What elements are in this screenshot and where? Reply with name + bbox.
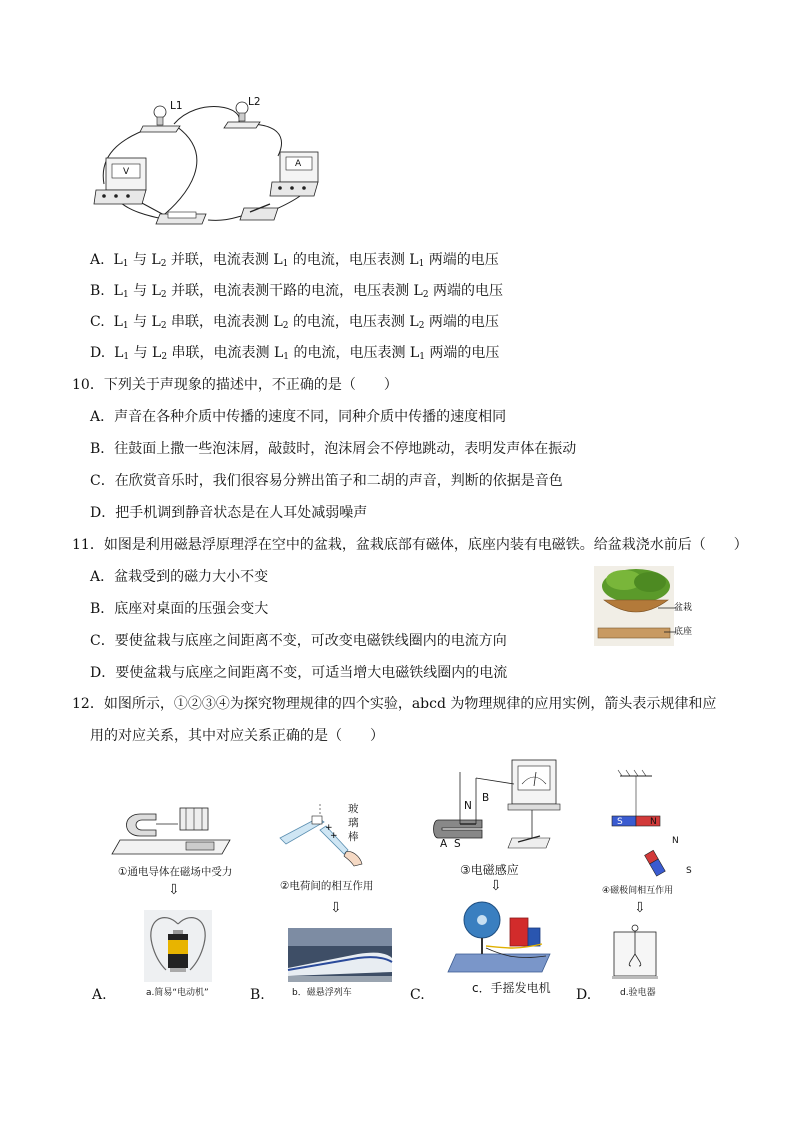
q9-option-d[interactable]: D. $L_1$ 与 $L_2$ 串联，电流表测 $L_1$ 的电流，电压表测 $L_1$ 两端的电压 [90,345,500,362]
pot-label: 盆栽 [674,603,693,613]
glass-rod-label: 玻 璃 棒 [348,803,359,843]
application-b-caption: b．磁悬浮列车 [292,988,352,998]
q11-option-a[interactable]: A．盆栽受到的磁力大小不变 [90,569,269,585]
option-c-letter[interactable]: C. [410,987,425,1003]
magnet-s-label: S [454,838,461,850]
svg-text:+: + [330,831,338,841]
option-d-letter[interactable]: D. [576,987,592,1003]
magnet-n-label: N [464,800,472,812]
experiment-1-figure [112,800,242,860]
svg-text:+: + [325,823,333,833]
base-label: 底座 [674,627,693,637]
q9-option-b[interactable]: B. $L_1$ 与 $L_2$ 并联，电流表测干路的电流，电压表测 $L_2$ 两端的电压 [90,283,504,300]
application-a-motor-figure [144,910,212,982]
wire-b-label: B [482,792,490,804]
experiment-4-arrow: ⇩ [634,900,646,916]
experiment-1-caption: ①通电导体在磁场中受力 [118,866,233,878]
option-b-letter[interactable]: B. [250,987,265,1003]
experiment-2-caption: ②电荷间的相互作用 [280,880,374,892]
experiment-2-arrow: ⇩ [330,900,342,916]
q10-option-b[interactable]: B．往鼓面上撒一些泡沫屑，敲鼓时，泡沫屑会不停地跳动，表明发声体在振动 [90,441,577,457]
q10-option-c[interactable]: C．在欣赏音乐时，我们很容易分辨出笛子和二胡的声音，判断的依据是音色 [90,473,563,489]
suspended-magnet-n-label: N [650,817,657,827]
application-d-caption: d.验电器 [620,988,656,998]
voltmeter-label: V [123,167,130,177]
q11-stem: 11．如图是利用磁悬浮原理浮在空中的盆栽，盆栽底部有磁体，底座内装有电磁铁。给盆栽浇水前后（ ） [72,537,748,553]
experiment-3-caption: ③电磁感应 [460,863,519,877]
q11-option-c[interactable]: C．要使盆栽与底座之间距离不变，可改变电磁铁线圈内的电流方向 [90,633,507,649]
bulb-l2-label: L2 [248,96,261,108]
q12-stem-line1: 12．如图所示，①②③④为探究物理规律的四个实验，abcd 为物理规律的应用实例，箭头表示规律和应 [72,696,717,712]
application-a-caption: a.简易“电动机” [146,988,209,998]
experiment-3-figure [432,758,562,854]
suspended-magnet-s-label: S [617,817,623,827]
q10-stem: 10．下列关于声现象的描述中，不正确的是（ ） [72,377,398,393]
bulb-l1-label: L1 [170,100,183,112]
q10-option-d[interactable]: D．把手机调到静音状态是在人耳处减弱噪声 [90,505,368,521]
experiment-2-figure [278,800,388,870]
experiment-1-arrow: ⇩ [168,882,180,898]
q9-circuit-figure [88,96,338,242]
q9-option-a[interactable]: A. $L_1$ 与 $L_2$ 并联，电流表测 $L_1$ 的电流，电压表测 $L_1$ 两端的电压 [90,252,499,269]
q11-levitating-plant-figure [594,566,700,646]
application-c-generator-figure [446,898,556,976]
q12-stem-line2: 用的对应关系，其中对应关系正确的是（ ） [90,728,384,744]
q11-option-d[interactable]: D．要使盆栽与底座之间距离不变，可适当增大电磁铁线圈内的电流 [90,665,508,681]
experiment-4-caption: ④磁极间相互作用 [602,886,674,896]
hand-magnet-s-label: S [686,866,692,876]
q10-option-a[interactable]: A．声音在各种介质中传播的速度不同，同种介质中传播的速度相同 [90,409,507,425]
experiment-4-figure [600,766,692,876]
q9-option-c[interactable]: C. $L_1$ 与 $L_2$ 串联，电流表测 $L_2$ 的电流，电压表测 $L_2$ 两端的电压 [90,314,499,331]
wire-a-label: A [440,838,448,850]
hand-magnet-n-label: N [672,836,679,846]
experiment-3-arrow: ⇩ [490,878,502,894]
ammeter-label: A [295,159,302,169]
application-b-maglev-figure [288,928,392,982]
application-c-caption: c．手摇发电机 [472,981,551,995]
application-d-electroscope-figure [608,922,662,980]
option-a-letter[interactable]: A. [92,987,107,1003]
q11-option-b[interactable]: B．底座对桌面的压强会变大 [90,601,269,617]
